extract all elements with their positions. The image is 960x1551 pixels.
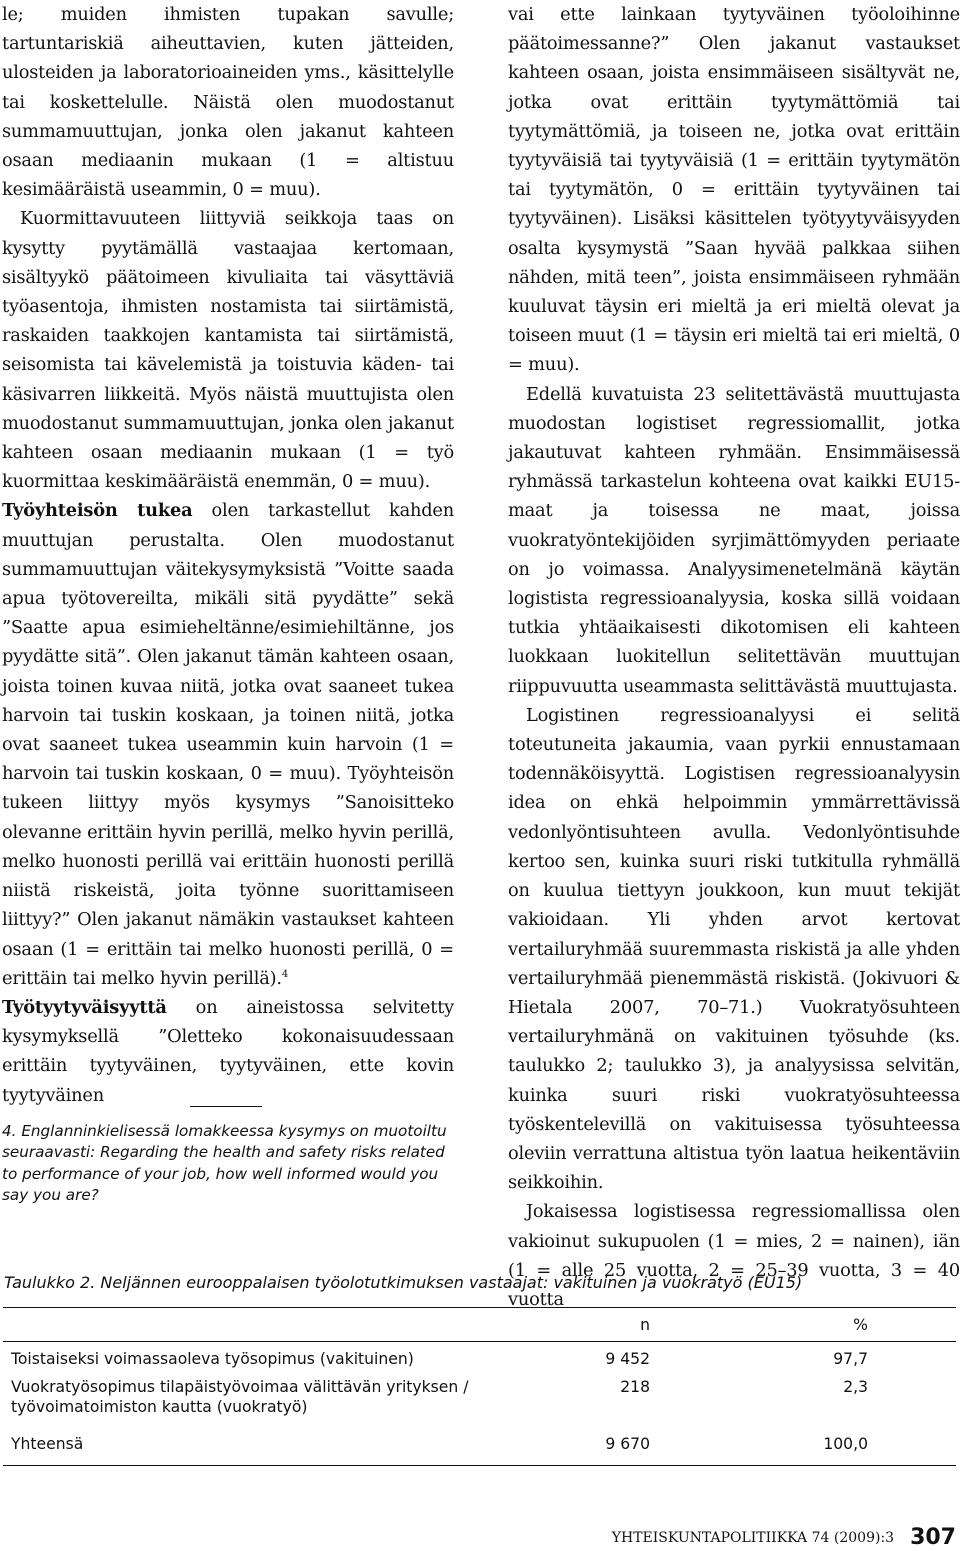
- paragraph: vai ette lainkaan tyytyväinen työoloihinne päätoimessanne?” Olen jakanut vastaukset kahteen osaan, joista ensimmäiseen sisältyvät ne, jotka ovat erittäin tyytymättömiä tai tyytymättömiä, ja toiseen ne, jotka ovat erittäin tyytyväisiä tai tyytyväisiä (1 = erittäin tyytymätön tai tyytymätön, 0 = erittäin tyytyväinen tai tyytyväinen). Lisäksi käsittelen työtyytyväisyyden osalta kysymystä ”Saan hyvää palkkaa siihen nähden, mitä teen”, joista ensimmäiseen ryhmään kuuluvat täysin eri mieltä ja eri mieltä olevat ja toiseen muut (1 = täysin eri mieltä tai eri mieltä, 0 = muu).: [508, 4, 960, 376]
- table-header-percent: %: [853, 1316, 868, 1334]
- table-cell-label: Yhteensä: [11, 1435, 84, 1453]
- page-footer: [560, 1525, 956, 1550]
- table-cell-n: 218: [620, 1378, 650, 1396]
- table-row-total: [3, 1434, 956, 1456]
- left-column: [2, 0, 454, 1110]
- table-top-rule: [3, 1307, 956, 1308]
- paragraph: Edellä kuvatuista 23 selitettävästä muuttujasta muodostan logistiset regressiomallit, jotka jakautuvat kahteen ryhmään. Ensimmäisessä ryhmässä tarkastelun kohteena ovat kaikki EU15-maat ja toisessa ne maat, joissa vuokratyöntekijöiden syrjimättömyyden periaate on jo voimassa. Analyysimenetelmänä käytän logistista regressioanalyysia, koska sillä voidaan tutkia yhtäaikaisesti dikotomisen eli kahteen luokkaan luokitellun selitettävän muuttujan riippuvuutta useammasta selittävästä muuttujasta.: [508, 383, 960, 697]
- table-cell-label: Toistaiseksi voimassaoleva työsopimus (vakituinen): [11, 1350, 414, 1368]
- term-bold: Työtyytyväisyyttä: [2, 996, 167, 1018]
- table-cell-percent: 97,7: [833, 1350, 868, 1368]
- right-column: [508, 0, 960, 1314]
- page-number: 307: [910, 1525, 956, 1550]
- footnote: 4. Englanninkielisessä lomakkeessa kysymys on muotoiltu seuraavasti: Regarding the health and safety risks related to performance of your job, how well informed would you say you are?: [2, 1122, 447, 1205]
- paragraph: [2, 993, 454, 1110]
- table-row: [3, 1377, 956, 1421]
- footnote-marker[interactable]: 4: [281, 968, 289, 980]
- table-cell-n: 9 670: [605, 1435, 650, 1453]
- journal-name: YHTEISKUNTAPOLITIIKKA 74 (2009):3: [611, 1530, 895, 1546]
- table-header-n: n: [640, 1316, 650, 1334]
- footnote-divider: [190, 1106, 262, 1107]
- table-row: [3, 1349, 956, 1371]
- table-header-rule: [3, 1341, 956, 1342]
- table-cell-label: Vuokratyösopimus tilapäistyövoimaa välittävän yrityksen / työvoimatoimiston kautta (vuokratyö): [11, 1378, 469, 1416]
- table-cell-percent: 2,3: [843, 1378, 868, 1396]
- paragraph: Kuormittavuuteen liittyviä seikkoja taas on kysytty pyytämällä vastaajaa kertomaan, sisältyykö päätoimeen kivuliaita tai väsyttäviä työasentoja, ihmisten nostamista tai siirtämistä, raskaiden taakkojen kantamista tai siirtämistä, seisomista tai kävelemistä ja toistuvia käden- tai käsivarren liikkeitä. Myös näistä muuttujista olen muodostanut summamuuttujan, jonka olen jakanut kahteen osaan mediaanin mukaan (1 = työ kuormittaa keskimääräistä enemmän, 0 = muu).: [2, 208, 454, 493]
- table-caption: Taulukko 2. Neljännen eurooppalaisen työolotutkimuksen vastaajat: vakituinen ja vuokratyö (EU15): [4, 1273, 803, 1292]
- table-cell-percent: 100,0: [823, 1435, 868, 1453]
- paragraph: [2, 496, 454, 992]
- paragraph-text: on aineistossa selvitetty kysymyksellä ”Oletteko kokonaisuudessaan erittäin tyytyväinen, tyytyväinen, ette kovin tyytyväinen: [2, 996, 454, 1106]
- table-cell-n: 9 452: [605, 1350, 650, 1368]
- term-bold: Työyhteisön tukea: [2, 500, 193, 522]
- table-bottom-rule: [3, 1465, 956, 1466]
- table-header-row: [3, 1315, 956, 1337]
- paragraph: Jokaisessa logistisessa regressiomallissa olen vakioinut sukupuolen (1 = mies, 2 = nainen), iän (1 = alle 25 vuotta, 2 = 25–39 vuotta, 3 = 40 vuotta: [508, 1201, 960, 1310]
- paragraph: le; muiden ihmisten tupakan savulle; tartuntariskiä aiheuttavien, kuten jätteiden, ulosteiden ja laboratorioaineiden yms., käsittelylle tai koskettelulle. Näistä olen muodostanut summamuuttujan, jonka olen jakanut kahteen osaan mediaanin mukaan (1 = altistuu kesimääräistä useammin, 0 = muu).: [2, 4, 454, 201]
- paragraph: Logistinen regressioanalyysi ei selitä toteutuneita jakaumia, vaan pyrkii ennustamaan todennäköisyyttä. Logistisen regressioanalyysin idea on ehkä helpoimmin ymmärrettävissä vedonlyöntisuhteen avulla. Vedonlyöntisuhde kertoo sen, kuinka suuri riski tutkitulla ryhmällä on kuulua tiettyyn joukkoon, kun muut tekijät vakioidaan. Yli yhden arvot kertovat vertailuryhmää suuremmasta riskistä ja alle yhden vertailuryhmää pienemmästä riskistä. (Jokivuori & Hietala 2007, 70–71.) Vuokratyösuhteen vertailuryhmänä on vakituinen työsuhde (ks. taulukko 2; taulukko 3), ja analyysissa selvitän, kuinka suuri riski vuokratyösuhteessa työskentelevillä on vakituisessa työsuhteessa oleviin verrattuna altistua työn laatua heikentäviin seikkoihin.: [508, 704, 960, 1194]
- paragraph-text: olen tarkastellut kahden muuttujan perustalta. Olen muodostanut summamuuttujan väitekysymyksistä ”Voitte saada apua työtovereilta, mikäli sitä pyydätte” sekä ”Saatte apua esimieheltänne/esimiehiltänne, jos pyydätte sitä”. Olen jakanut tämän kahteen osaan, joista toinen kuvaa niitä, jotka ovat saaneet tukea harvoin tai tuskin koskaan, ja toinen niitä, jotka ovat saaneet tukea useammin kuin harvoin (1 = harvoin tai tuskin koskaan, 0 = muu). Työyhteisön tukeen liittyy myös kysymys ”Sanoisitteko olevanne erittäin hyvin perillä, melko hyvin perillä, melko huonosti perillä vai erittäin huonosti perillä niistä riskeistä, joita työnne suorittamiseen liittyy?” Olen jakanut nämäkin vastaukset kahteen osaan (1 = erittäin tai melko huonosti perillä, 0 = erittäin tai melko hyvin perillä).: [2, 500, 454, 989]
